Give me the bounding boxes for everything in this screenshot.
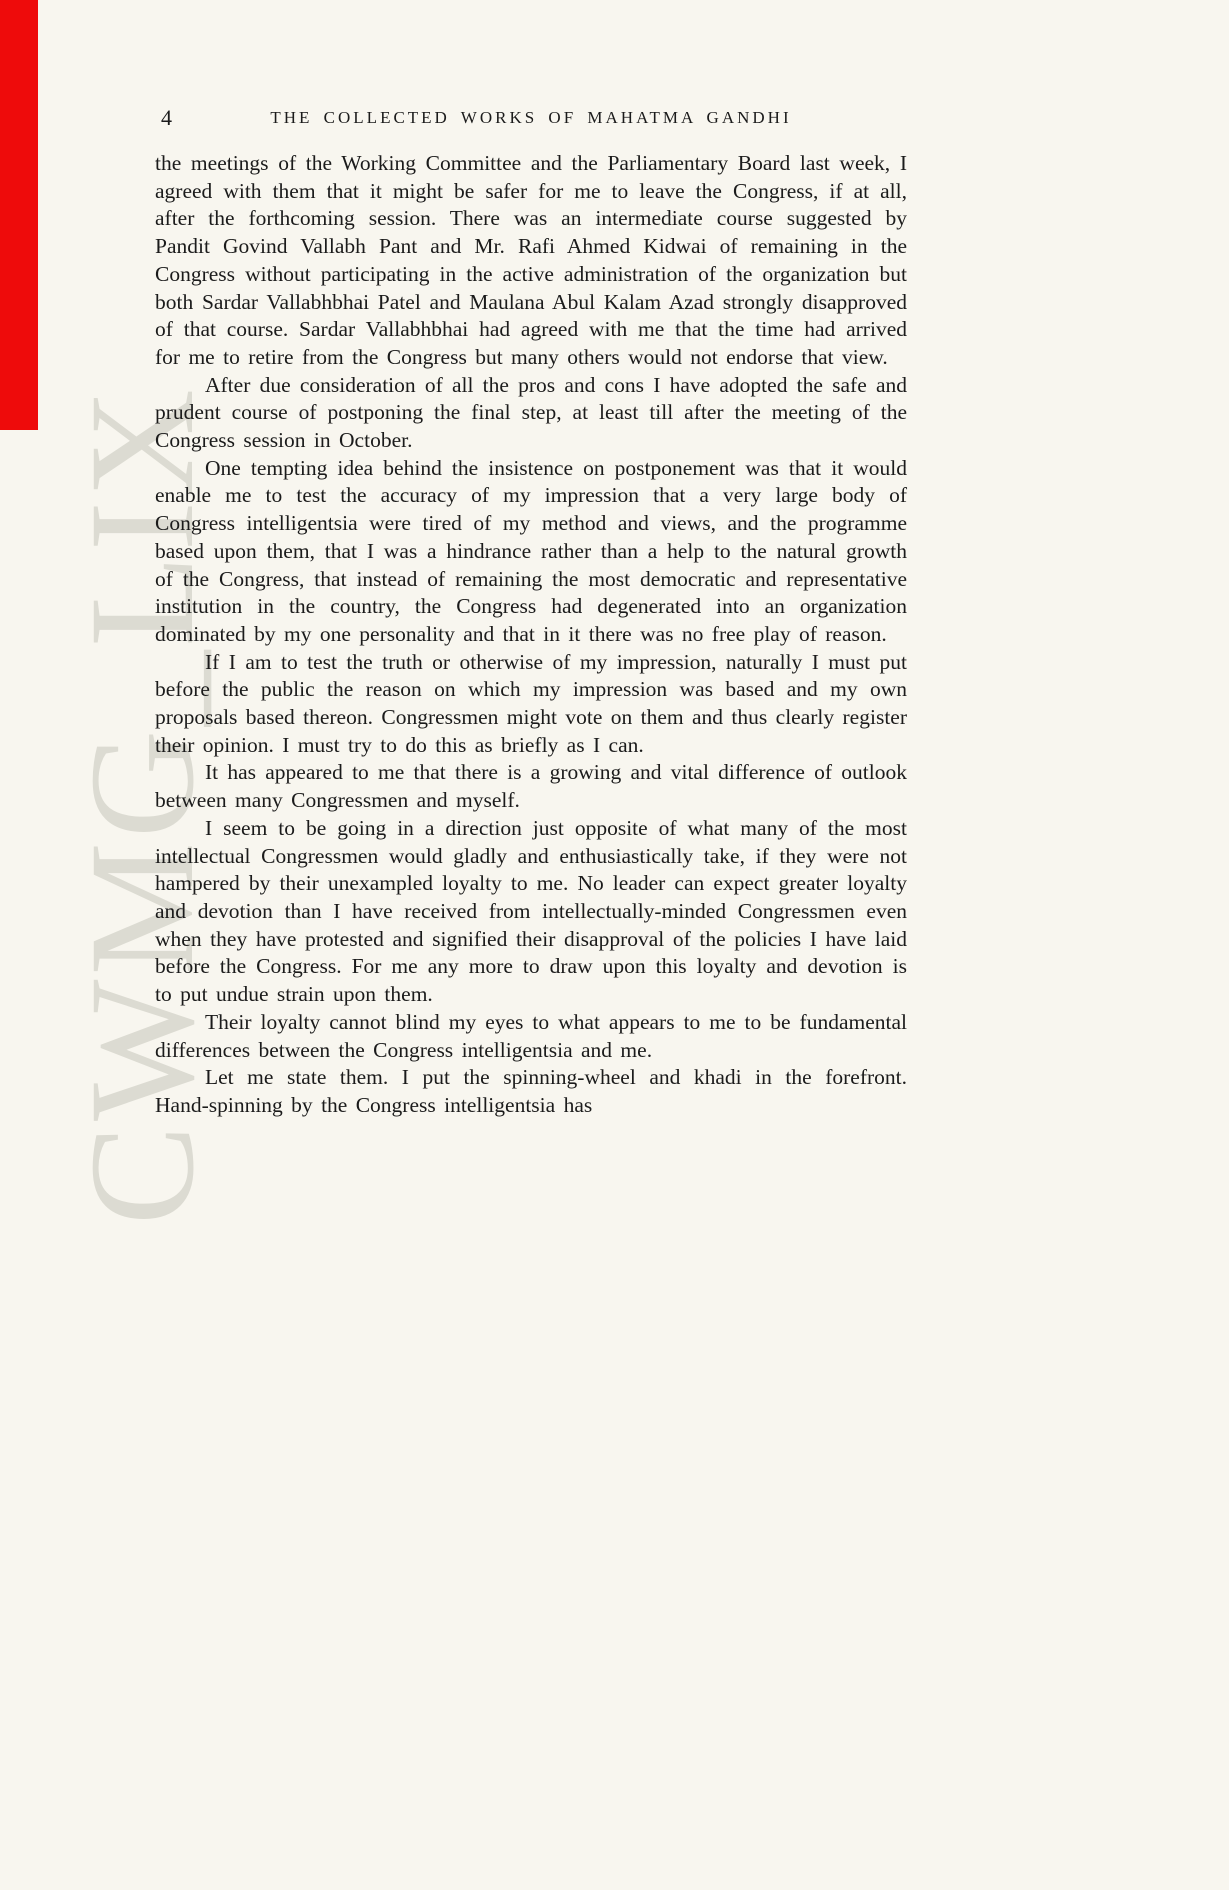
paragraph: After due consideration of all the pros and cons I have adopted the safe and prudent course of postponing the final step, at least till after the meeting of the Congress session in October. [155, 372, 907, 453]
paragraph: Let me state them. I put the spinning-wheel and khadi in the forefront. Hand-spinning by the Congress intelligentsia has [155, 1065, 907, 1117]
page-body [155, 150, 907, 1120]
paragraph: I seem to be going in a direction just opposite of what many of the most intellectual Congressmen would gladly and enthusiastically take, if they were not hampered by their unexampled loyalty to me. No leader can expect greater loyalty and devotion than I have received from intellectually-minded Congressmen even when they have protested and signified their disapproval of the policies I have laid before the Congress. For me any more to draw upon this loyalty and devotion is to put undue strain upon them. [155, 815, 907, 1007]
page-number: 4 [161, 105, 172, 130]
paragraph: One tempting idea behind the insistence on postponement was that it would enable me to test the accuracy of my impression that a very large body of Congress intelligentsia were tired of my method and views, and the programme based upon them, that I was a hindrance rather than a help to the natural growth of the Congress, that instead of remaining the most democratic and representative institution in the country, the Congress had degenerated into an organization dominated by my one personality and that in it there was no free play of reason. [155, 455, 907, 646]
paragraph: the meetings of the Working Committee and the Parliamentary Board last week, I agreed with them that it might be safer for me to leave the Congress, if at all, after the forthcoming session. There was an intermediate course suggested by Pandit Govind Vallabh Pant and Mr. Rafi Ahmed Kidwai of remaining in the Congress without participating in the active administration of the organization but both Sardar Vallabhbhai Patel and Maulana Abul Kalam Azad strongly disapproved of that course. Sardar Vallabhbhai had agreed with me that the time had arrived for me to retire from the Congress but many others would not endorse that view. [155, 151, 907, 369]
paragraph: If I am to test the truth or otherwise of my impression, naturally I must put before the public the reason on which my impression was based and my own proposals based thereon. Congressmen might vote on them and thus clearly register their opinion. I must try to do this as briefly as I can. [155, 649, 907, 757]
paragraph: Their loyalty cannot blind my eyes to what appears to me to be fundamental differences between the Congress intelligentsia and me. [155, 1009, 907, 1062]
paragraph: It has appeared to me that there is a growing and vital difference of outlook between many Congressmen and myself. [155, 760, 907, 813]
running-header [155, 106, 907, 136]
red-margin-stripe [0, 0, 38, 430]
volume-watermark: CWMG_LIX [59, 384, 225, 1226]
running-title: THE COLLECTED WORKS OF MAHATMA GANDHI [270, 108, 792, 127]
